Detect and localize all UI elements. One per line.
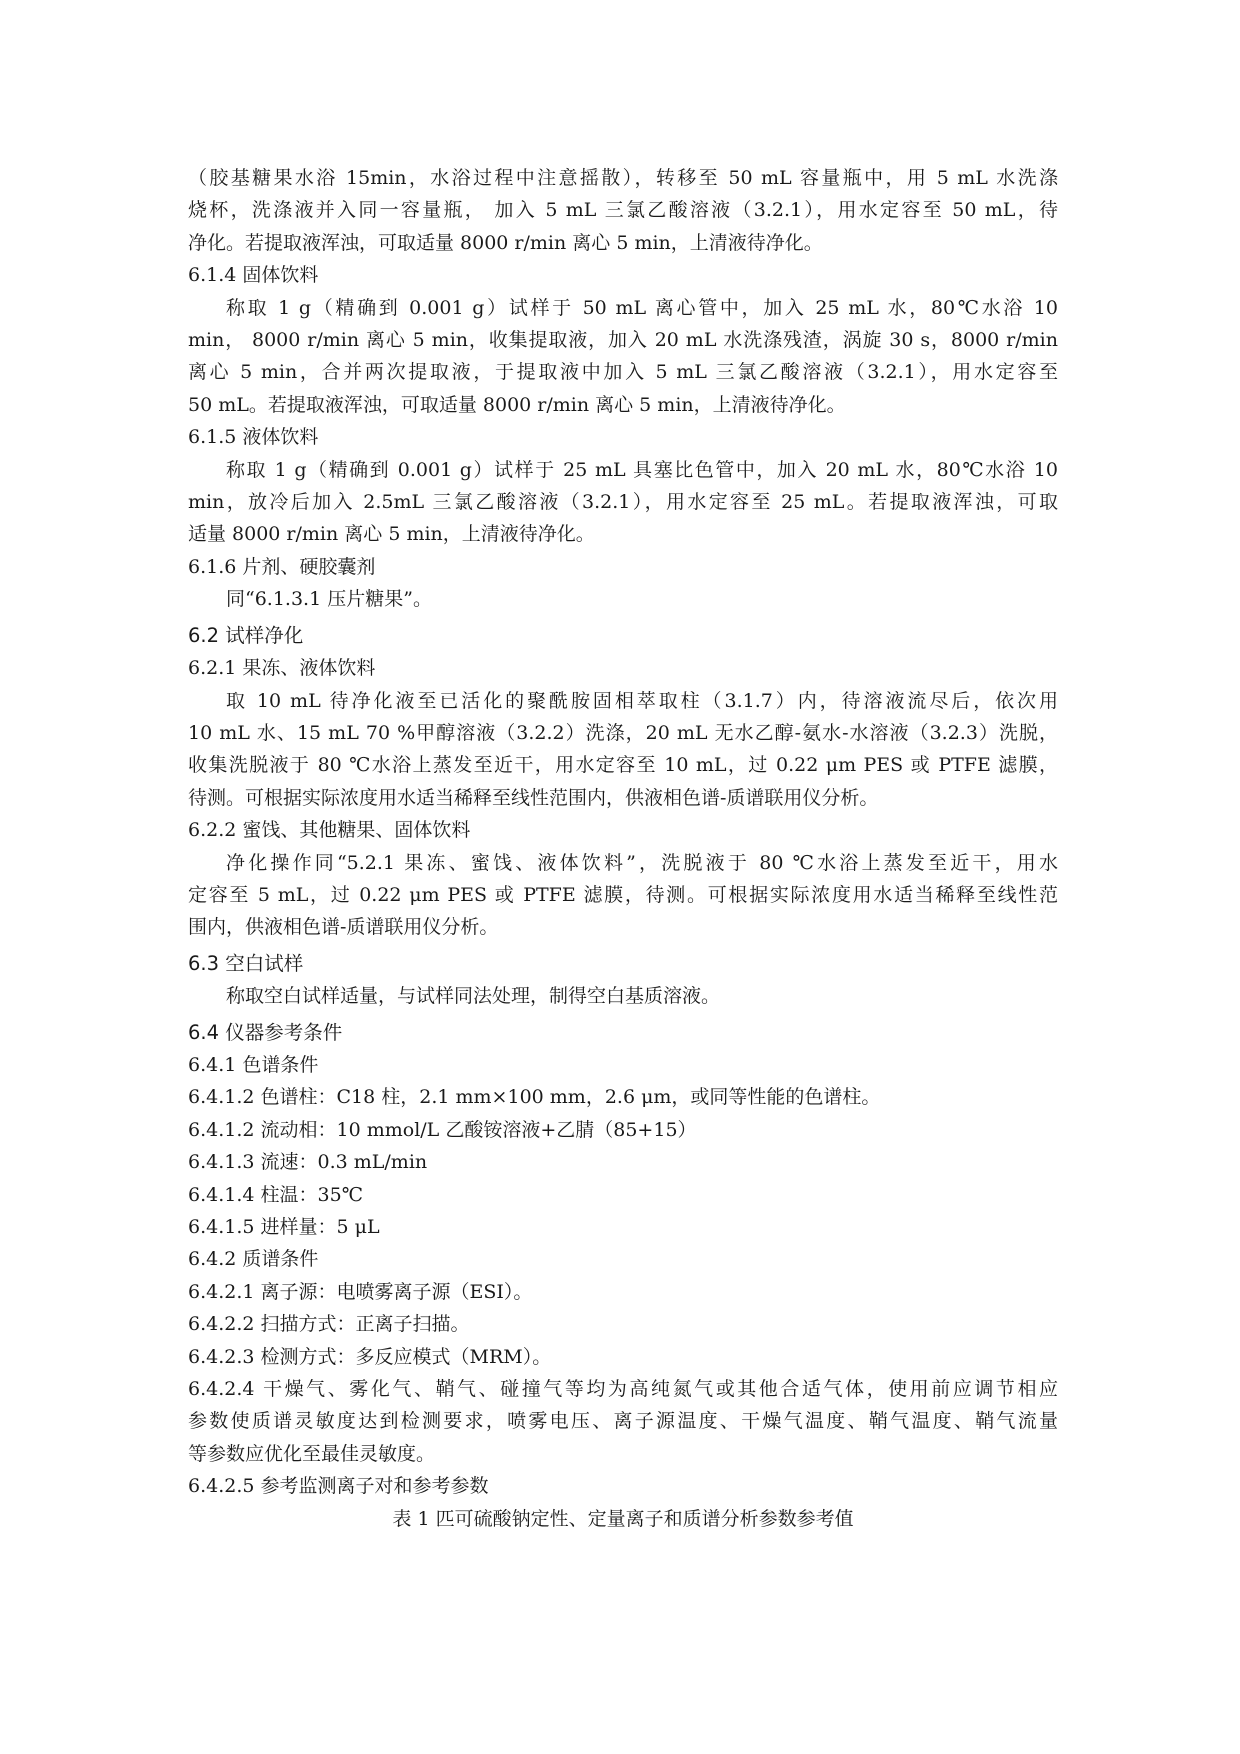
- subsection-heading: 6.4.1.3 流速：0.3 mL/min: [188, 1151, 428, 1174]
- subsection-heading: 6.4.1.4 柱温：35℃: [188, 1183, 363, 1206]
- paragraph-line: 参数使质谱灵敏度达到检测要求，喷雾电压、离子源温度、干燥气温度、鞘气温度、鞘气流量: [188, 1410, 1058, 1433]
- paragraph-line: 待测。可根据实际浓度用水适当稀释至线性范围内，供液相色谱-质谱联用仪分析。: [188, 786, 879, 809]
- paragraph-line: min，放冷后加入 2.5mL 三氯乙酸溶液（3.2.1），用水定容至 25 mL。若提取液浑浊，可取: [188, 491, 1058, 514]
- paragraph-line: min， 8000 r/min 离心 5 min，收集提取液，加入 20 mL 水洗涤残渣，涡旋 30 s，8000 r/min: [188, 329, 1058, 352]
- subsection-heading: 6.1.6 片剂、硬胶囊剂: [188, 555, 376, 578]
- subsection-heading: 6.2.2 蜜饯、其他糖果、固体饮料: [188, 819, 471, 842]
- paragraph: [188, 1373, 1058, 1470]
- paragraph-line: 取 10 mL 待净化液至已活化的聚酰胺固相萃取柱（3.1.7）内，待溶液流尽后，依次用: [226, 689, 1058, 712]
- paragraph: [188, 454, 1058, 551]
- paragraph-line: 称取空白试样适量，与试样同法处理，制得空白基质溶液。: [226, 985, 721, 1008]
- paragraph-line: 称取 1 g（精确到 0.001 g）试样于 25 mL 具塞比色管中，加入 20 mL 水，80℃水浴 10: [226, 458, 1058, 481]
- section-heading: 6.2 试样净化: [188, 623, 304, 647]
- paragraph: [188, 980, 1058, 1012]
- paragraph-line: 同“6.1.3.1 压片糖果”。: [226, 588, 432, 611]
- subsection-heading: 6.4.1.2 色谱柱：C18 柱，2.1 mm×100 mm，2.6 μm，或同等性能的色谱柱。: [188, 1086, 881, 1109]
- paragraph-line: 烧杯，洗涤液并入同一容量瓶， 加入 5 mL 三氯乙酸溶液（3.2.1），用水定容至 50 mL，待: [188, 199, 1058, 222]
- paragraph-line: 50 mL。若提取液浑浊，可取适量 8000 r/min 离心 5 min，上清液待净化。: [188, 393, 846, 416]
- subsection-heading: 6.4.2.1 离子源：电喷雾离子源（ESI）。: [188, 1280, 533, 1303]
- subsection-heading: 6.1.4 固体饮料: [188, 264, 319, 287]
- paragraph-line: 等参数应优化至最佳灵敏度。: [188, 1442, 436, 1465]
- subsection-heading: 6.4.2.2 扫描方式：正离子扫描。: [188, 1313, 470, 1336]
- paragraph: [188, 685, 1058, 815]
- paragraph-line: 围内，供液相色谱-质谱联用仪分析。: [188, 916, 499, 939]
- subsection-heading: 6.4.2.5 参考监测离子对和参考参数: [188, 1475, 489, 1498]
- paragraph-line: 定容至 5 mL，过 0.22 μm PES 或 PTFE 滤膜，待测。可根据实际浓度用水适当稀释至线性范: [188, 883, 1058, 906]
- subsection-heading: 6.4.1.2 流动相：10 mmol/L 乙酸铵溶液+乙腈（85+15）: [188, 1118, 697, 1141]
- section-heading: 6.3 空白试样: [188, 951, 304, 975]
- subsection-heading: 6.4.1 色谱条件: [188, 1053, 319, 1076]
- subsection-heading: 6.4.1.5 进样量：5 μL: [188, 1216, 380, 1238]
- paragraph: [188, 847, 1058, 944]
- paragraph-line: 离心 5 min，合并两次提取液，于提取液中加入 5 mL 三氯乙酸溶液（3.2.1），用水定容至: [188, 361, 1058, 384]
- paragraph-line: 6.4.2.4 干燥气、雾化气、鞘气、碰撞气等均为高纯氮气或其他合适气体，使用前应调节相应: [188, 1378, 1058, 1401]
- paragraph-line: 收集洗脱液于 80 ℃水浴上蒸发至近干，用水定容至 10 mL，过 0.22 μm PES 或 PTFE 滤膜，: [188, 754, 1058, 777]
- subsection-heading: 6.1.5 液体饮料: [188, 426, 319, 449]
- paragraph-line: 净化。若提取液浑浊，可取适量 8000 r/min 离心 5 min，上清液待净化。: [188, 231, 823, 254]
- section-heading: 6.4 仪器参考条件: [188, 1020, 343, 1044]
- paragraph-line: 称取 1 g（精确到 0.001 g）试样于 50 mL 离心管中，加入 25 mL 水，80℃水浴 10: [226, 296, 1058, 319]
- document-body: [188, 162, 1058, 1535]
- subsection-heading: 6.4.2 质谱条件: [188, 1248, 319, 1271]
- paragraph-line: （胶基糖果水浴 15min，水浴过程中注意摇散），转移至 50 mL 容量瓶中，用 5 mL 水洗涤: [188, 167, 1058, 189]
- paragraph-line: 10 mL 水、15 mL 70 %甲醇溶液（3.2.2）洗涤，20 mL 无水乙醇-氨水-水溶液（3.2.3）洗脱，: [188, 721, 1058, 744]
- paragraph: [188, 292, 1058, 422]
- subsection-heading: 6.2.1 果冻、液体饮料: [188, 657, 376, 680]
- table-caption: 表 1 匹可硫酸钠定性、定量离子和质谱分析参数参考值: [392, 1507, 854, 1530]
- paragraph: [188, 162, 1058, 259]
- paragraph-line: 适量 8000 r/min 离心 5 min，上清液待净化。: [188, 523, 595, 546]
- subsection-heading: 6.4.2.3 检测方式：多反应模式（MRM）。: [188, 1345, 552, 1368]
- paragraph: [188, 583, 1058, 615]
- paragraph-line: 净化操作同“5.2.1 果冻、蜜饯、液体饮料”，洗脱液于 80 ℃水浴上蒸发至近干，用水: [226, 851, 1058, 874]
